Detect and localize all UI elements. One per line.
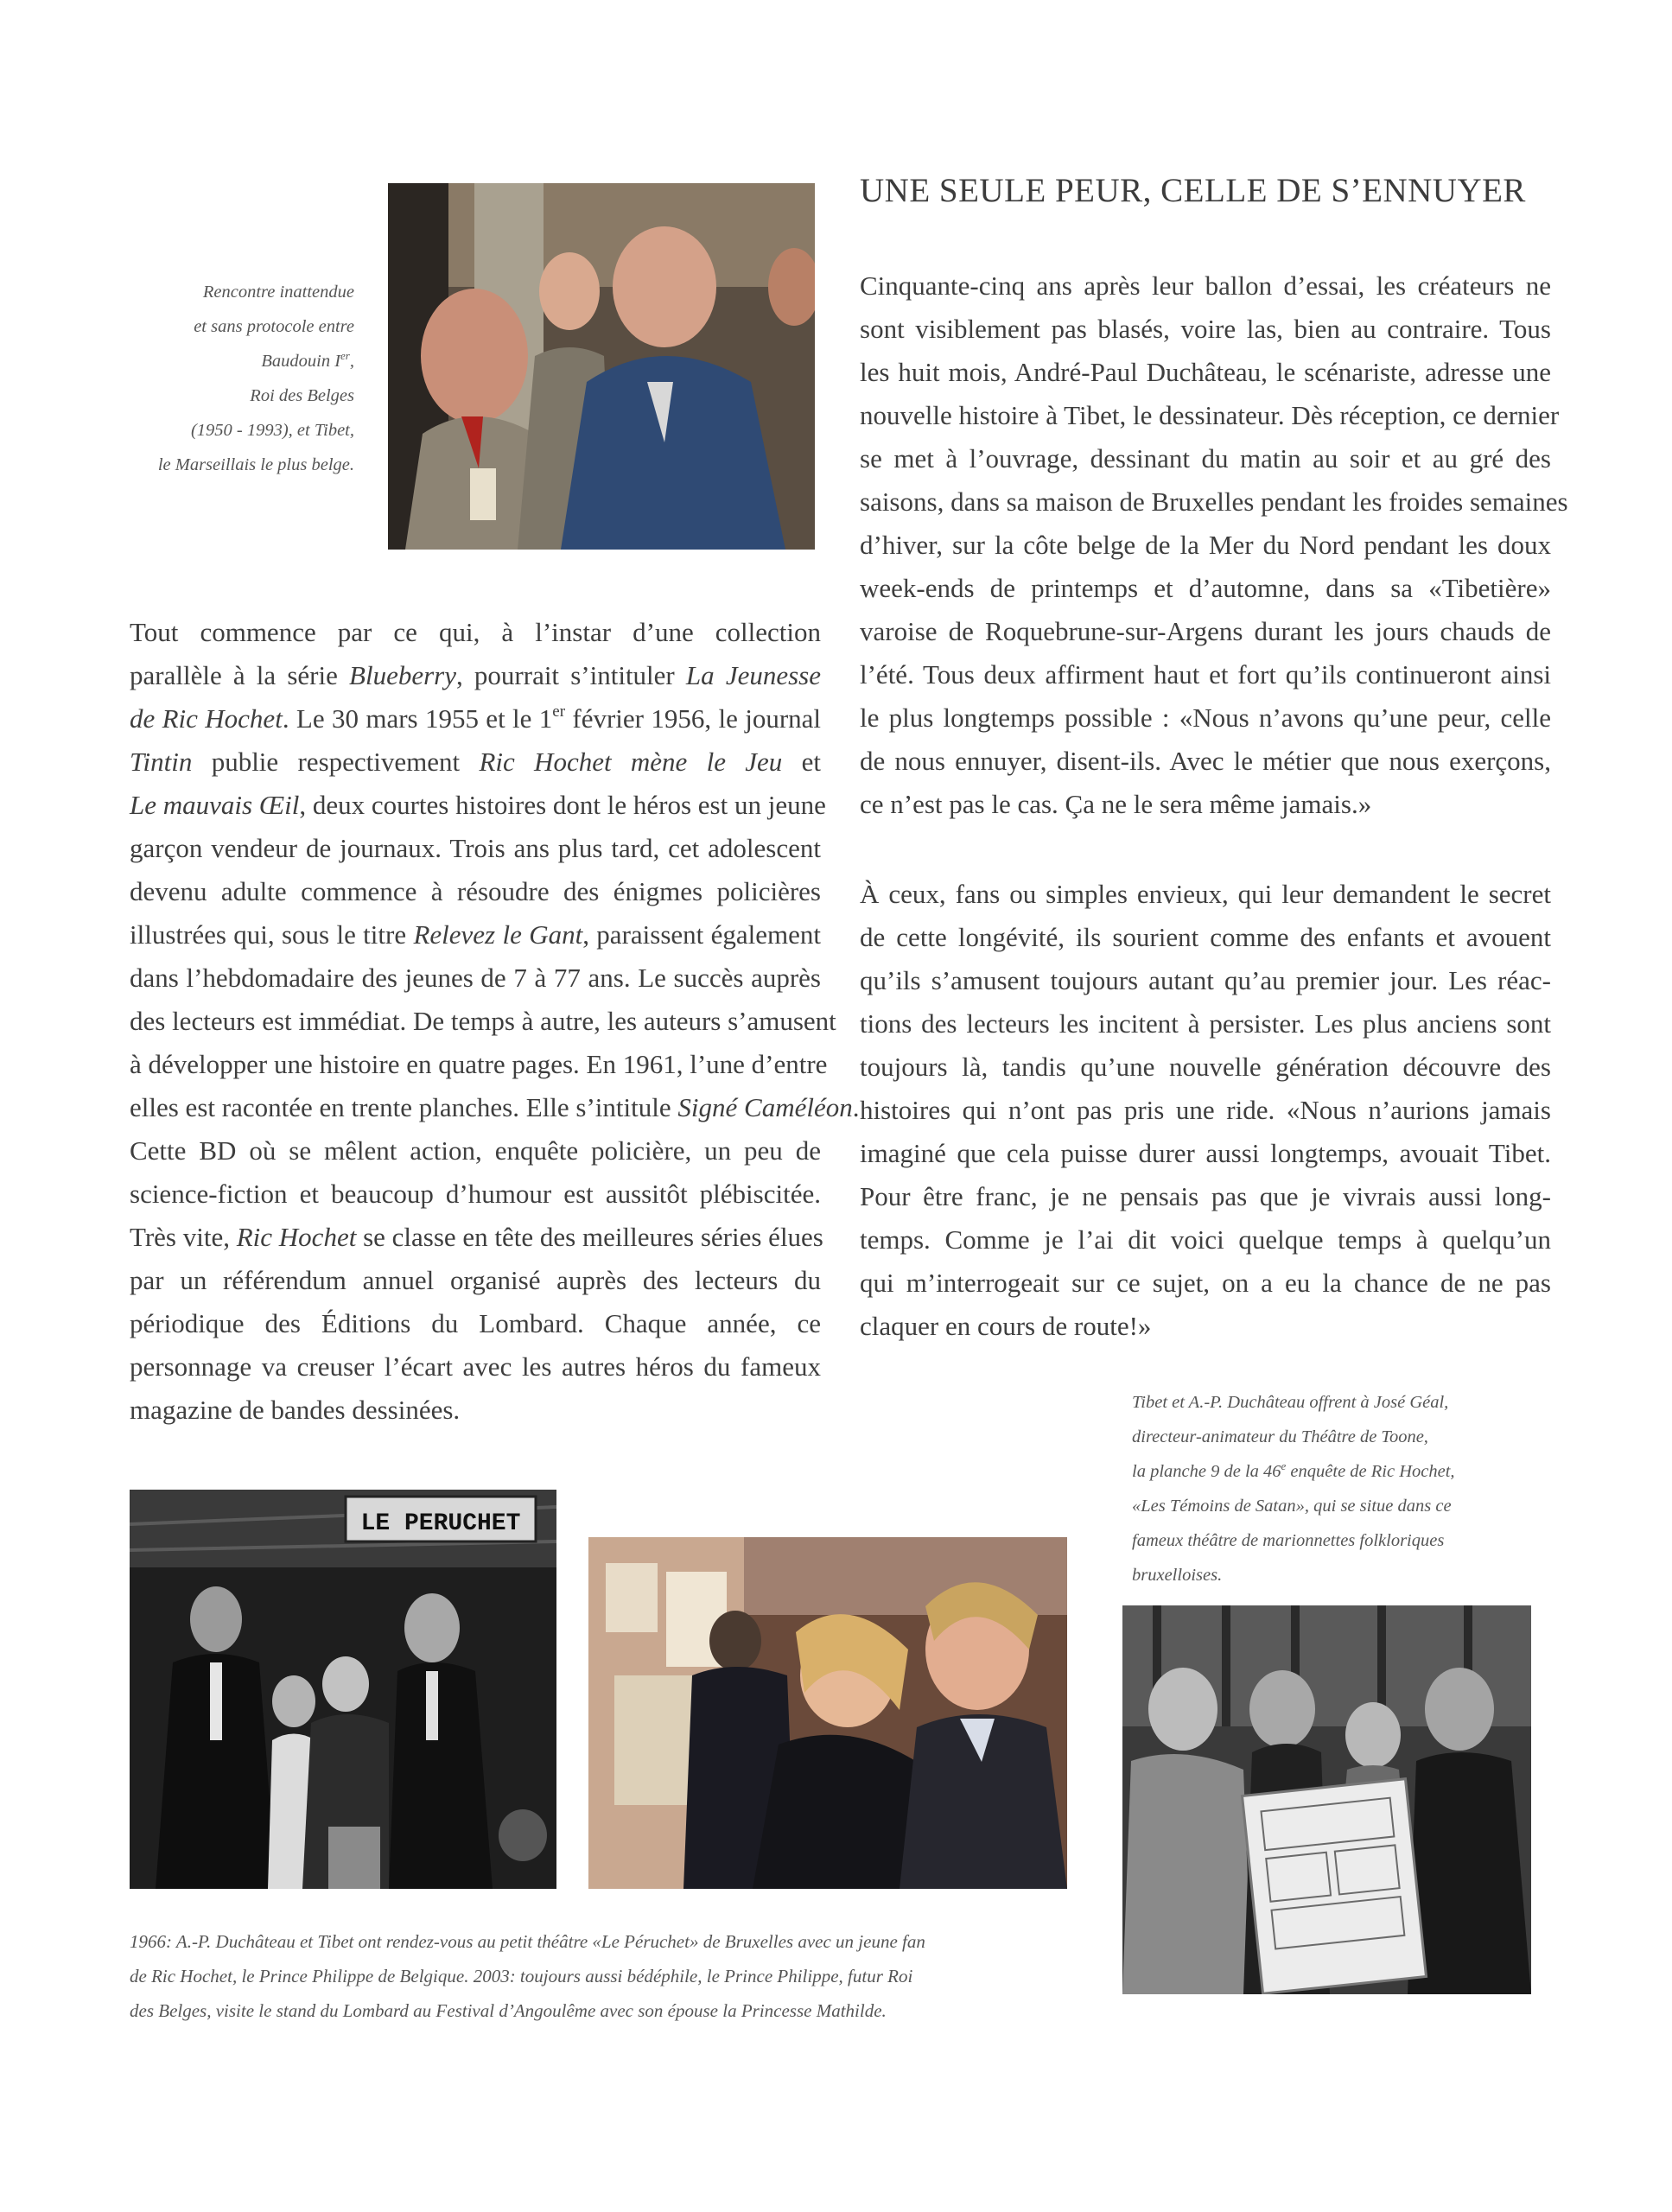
title-ric-hochet: Ric Hochet: [236, 1222, 357, 1252]
caption-text: enquête de Ric Hochet,: [1286, 1462, 1455, 1481]
title-ric-hochet-mene-le-jeu: Ric Hochet mène le Jeu: [479, 747, 783, 777]
caption-line: [1132, 1454, 1564, 1489]
caption-line: fameux théâtre de marionnettes folkloriques: [1132, 1531, 1445, 1550]
text-line: [130, 784, 826, 827]
caption-text: la planche 9 de la 46: [1132, 1462, 1281, 1481]
text-superscript: er: [552, 702, 566, 721]
caption-line: bruxelloises.: [1132, 1566, 1223, 1585]
caption-king-meeting: [95, 275, 354, 482]
caption-line: de Ric Hochet, le Prince Philippe de Belgique. 2003: toujours aussi bédéphile, le Prince Philippe, futur Roi: [130, 1966, 913, 1986]
text-run: , paraissent également: [582, 919, 821, 950]
text-line: histoires qui n’ont pas pris une ride. «Nous n’aurions jamais: [860, 1095, 1551, 1125]
text-line: temps. Comme je l’ai dit voici quelque temps à quelqu’un: [860, 1224, 1551, 1255]
photo-le-peruchet: [130, 1490, 556, 1889]
text-line: de nous ennuyer, disent-ils. Avec le métier que nous exerçons,: [860, 746, 1551, 776]
photo-king-meeting: [388, 183, 815, 550]
text-run: elles est racontée en trente planches. Elle s’intitule: [130, 1092, 678, 1122]
text-line: par un référendum annuel organisé auprès des lecteurs du: [130, 1265, 821, 1295]
text-line: qu’ils s’amusent toujours autant qu’au premier jour. Les réac-: [860, 965, 1551, 995]
text-run: , pourrait s’intituler: [456, 660, 686, 690]
text-line: ce n’est pas le cas. Ça ne le sera même jamais.»: [860, 789, 1372, 819]
caption-peruchet-angouleme: [130, 1924, 1080, 2028]
text-line: l’été. Tous deux affirment haut et fort qu’ils continueront ainsi: [860, 659, 1551, 690]
caption-line: (1950 - 1993), et Tibet,: [190, 421, 354, 440]
text-line: garçon vendeur de journaux. Trois ans plus tard, cet adolescent: [130, 833, 821, 863]
text-line: Cette BD où se mêlent action, enquête policière, un peu de: [130, 1135, 821, 1166]
left-column-paragraph: [130, 611, 860, 1432]
title-tintin: Tintin: [130, 747, 193, 777]
text-line: saisons, dans sa maison de Bruxelles pendant les froides semaines: [860, 486, 1568, 517]
text-run: illustrées qui, sous le titre: [130, 919, 414, 950]
text-line: qui m’interrogeait sur ce sujet, on a eu la chance de ne pas: [860, 1268, 1551, 1298]
title-ric-hochet: de Ric Hochet: [130, 703, 283, 734]
text-line: le plus longtemps possible : «Nous n’avons qu’une peur, celle: [860, 702, 1551, 733]
title-signe-cameleon: Signé Caméléon: [677, 1092, 853, 1122]
title-la-jeunesse: La Jeunesse: [685, 660, 821, 690]
title-blueberry: Blueberry: [349, 660, 456, 690]
text-line: les huit mois, André-Paul Duchâteau, le scénariste, adresse une: [860, 357, 1551, 387]
text-run: .: [852, 1092, 860, 1122]
photo-angouleme-festival: [588, 1537, 1067, 1889]
text-line: science-fiction et beaucoup d’humour est aussitôt plébiscitée.: [130, 1179, 821, 1209]
caption-line: Roi des Belges: [250, 386, 354, 405]
text-line: varoise de Roquebrune-sur-Argens durant les jours chauds de: [860, 616, 1551, 646]
text-line: [130, 1216, 821, 1259]
text-line: de cette longévité, ils sourient comme des enfants et avouent: [860, 922, 1551, 952]
text-line: périodique des Éditions du Lombard. Chaque année, ce: [130, 1308, 821, 1338]
caption-text: Baudouin I: [261, 352, 341, 371]
title-le-mauvais-oeil: Le mauvais Œil: [130, 790, 300, 820]
caption-line: des Belges, visite le stand du Lombard au Festival d’Angoulême avec son épouse la Princesse Mathilde.: [130, 2000, 887, 2021]
caption-superscript: er: [340, 349, 350, 362]
text-run: février 1956, le journal: [565, 703, 822, 734]
caption-line: Tibet et A.-P. Duchâteau offrent à José Géal,: [1132, 1393, 1449, 1412]
caption-toone-theatre: [1132, 1385, 1564, 1592]
caption-superscript: e: [1281, 1459, 1287, 1472]
text-line: claquer en cours de route!»: [860, 1311, 1152, 1341]
text-line: se met à l’ouvrage, dessinant du matin au soir et au gré des: [860, 443, 1551, 474]
caption-line: «Les Témoins de Satan», qui se situe dans ce: [1132, 1497, 1452, 1516]
caption-line: 1966: A.-P. Duchâteau et Tibet ont rendez-vous au petit théâtre «Le Péruchet» de Bruxelles avec un jeune fan: [130, 1931, 925, 1952]
text-line: magazine de bandes dessinées.: [130, 1395, 461, 1425]
right-column-paragraph-2: [860, 873, 1551, 1348]
caption-line: et sans protocole entre: [194, 317, 354, 336]
text-line: d’hiver, sur la côte belge de la Mer du Nord pendant les doux: [860, 530, 1551, 560]
text-line: week-ends de printemps et d’automne, dans sa «Tibetière»: [860, 573, 1551, 603]
text-run: Très vite,: [130, 1222, 237, 1252]
text-line: à développer une histoire en quatre pages. En 1961, l’une d’entre: [130, 1049, 828, 1079]
text-line: [130, 1086, 860, 1129]
text-run: publie respectivement: [192, 747, 480, 777]
caption-line: Baudouin Ier,: [261, 349, 354, 371]
text-line: Cinquante-cinq ans après leur ballon d’essai, les créateurs ne: [860, 270, 1551, 301]
text-run: , deux courtes histoires dont le héros est un jeune: [299, 790, 826, 820]
title-relevez-le-gant: Relevez le Gant: [413, 919, 583, 950]
caption-line: le Marseillais le plus belge.: [157, 455, 354, 474]
text-line: personnage va creuser l’écart avec les autres héros du fameux: [130, 1351, 821, 1382]
text-line: [130, 697, 821, 741]
text-run: . Le 30 mars 1955 et le 1: [282, 703, 553, 734]
right-column-paragraph-1: [860, 264, 1568, 826]
text-line: Tout commence par ce qui, à l’instar d’une collection: [130, 617, 821, 647]
text-line: [130, 741, 821, 784]
text-run: se classe en tête des meilleures séries élues: [356, 1222, 823, 1252]
text-line: À ceux, fans ou simples envieux, qui leur demandent le secret: [860, 879, 1551, 909]
text-line: imaginé que cela puisse durer aussi longtemps, avouait Tibet.: [860, 1138, 1551, 1168]
section-heading: UNE SEULE PEUR, CELLE DE S’ENNUYER: [860, 172, 1526, 209]
text-line: tions des lecteurs les incitent à persister. Les plus anciens sont: [860, 1008, 1551, 1039]
text-line: devenu adulte commence à résoudre des énigmes policières: [130, 876, 821, 906]
text-line: Pour être franc, je ne pensais pas que je vivrais aussi long-: [860, 1181, 1551, 1211]
photo-toone-theatre: [1122, 1605, 1531, 1994]
text-line: toujours là, tandis qu’une nouvelle génération découvre des: [860, 1052, 1551, 1082]
caption-line: Rencontre inattendue: [202, 283, 354, 302]
text-line: [130, 654, 821, 697]
text-line: sont visiblement pas blasés, voire las, bien au contraire. Tous: [860, 314, 1551, 344]
text-run: et: [782, 747, 821, 777]
text-line: nouvelle histoire à Tibet, le dessinateur. Dès réception, ce dernier: [860, 400, 1560, 430]
text-line: dans l’hebdomadaire des jeunes de 7 à 77 ans. Le succès auprès: [130, 963, 821, 993]
text-run: parallèle à la série: [130, 660, 350, 690]
caption-line: directeur-animateur du Théâtre de Toone,: [1132, 1427, 1428, 1446]
text-line: [130, 913, 821, 957]
sign-le-peruchet: LE PERUCHET: [360, 1510, 521, 1537]
text-line: des lecteurs est immédiat. De temps à autre, les auteurs s’amusent: [130, 1006, 836, 1036]
